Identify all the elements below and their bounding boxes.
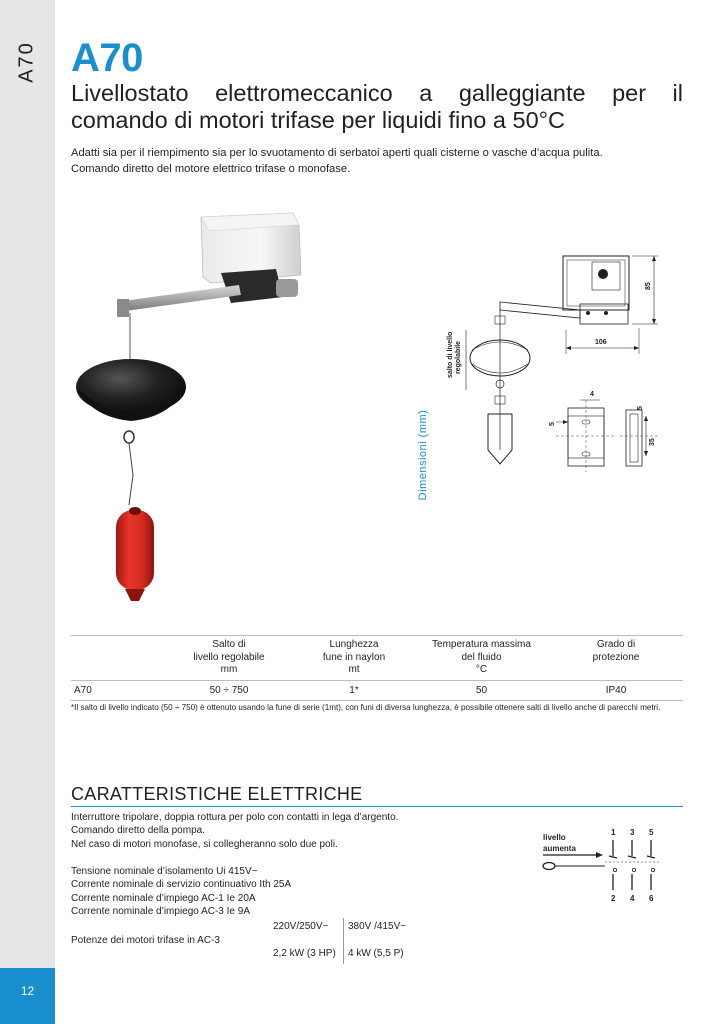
electrical-ratings [71,865,491,918]
dim-106: 106 [595,339,607,346]
product-photo [71,205,321,615]
table-cell: 1* [294,680,414,701]
dim-5-right: 5 [637,406,644,410]
intro-line: Adatti sia per il riempimento sia per lo svuotamento di serbatoi aperti quali cisterne o vasche d’acqua pulita. [71,147,603,159]
intro-text [71,146,691,177]
column-divider [343,918,344,964]
rating-line: Corrente nominale di servizio continuativo Ith 25A [71,879,292,891]
power-value-220: 2,2 kW (3 HP) [273,948,336,959]
section-title: CARATTERISTICHE ELETTRICHE [71,784,683,807]
table-header-row [71,636,683,681]
dimension-drawing [440,250,670,480]
dim-5-left: 5 [549,422,556,426]
terminal-2: 2 [611,894,616,903]
dimensions-label: Dimensioni (mm) [417,409,429,501]
schematic-label-2: aumenta [543,844,576,853]
sidebar [0,0,55,1024]
page-number: 12 [20,984,35,998]
intro-line: Comando diretto del motore elettrico trifase o monofase. [71,162,351,175]
table-header-cell: Grado di protezione [549,636,683,681]
description-line: Nel caso di motori monofase, si collegheranno solo due poli. [71,838,338,850]
spec-table [71,635,683,701]
rating-line: Corrente nominale d’impiego AC-1 Ie 20A [71,892,256,904]
electrical-description [71,811,491,851]
schematic-label-1: livello [543,833,566,842]
table-footnote: *Il salto di livello indicato (50 ÷ 750) è ottenuto usando la fune di serie (1mt), con funi di diversa lunghezza, è possibile ottenere salti di livello anche di parecchi metri. [71,703,661,712]
terminal-4: 4 [630,894,635,903]
terminal-6: 6 [649,894,654,903]
terminal-5: 5 [649,828,654,837]
table-cell: 50 [414,680,549,701]
dim-85: 85 [645,282,652,290]
product-model: A70 [71,36,143,80]
sidebar-product-code: A70 [15,41,38,83]
voltage-220: 220V/250V~ [273,921,329,932]
terminal-1: 1 [611,828,616,837]
table-cell: 50 ÷ 750 [164,680,294,701]
vertical-label-2: regolabile [455,340,462,374]
contact-schematic [535,822,665,912]
rating-line: Corrente nominale d’impiego AC-3 Ie 9A [71,905,250,917]
motor-power-grid [71,918,491,966]
rating-line: Tensione nominale d’isolamento Ui 415V~ [71,866,258,877]
table-header-cell: Lunghezza fune in naylon mt [294,636,414,681]
table-cell: IP40 [549,680,683,701]
description-line: Interruttore tripolare, doppia rottura per polo con contatti in lega d’argento. [71,812,399,823]
table-header-cell: Salto di livello regolabile mm [164,636,294,681]
voltage-380: 380V /415V~ [348,921,407,932]
table-row [71,680,683,701]
table-header-cell [71,636,164,681]
power-label: Potenze dei motori trifase in AC-3 [71,935,220,946]
vertical-label-1: salto di livello [447,331,454,378]
terminal-3: 3 [630,828,635,837]
description-line: Comando diretto della pompa. [71,825,205,837]
product-title: Livellostato elettromeccanico a galleggiante per il comando di motori trifase per liquidi fino a 50°C [71,80,683,133]
table-header-cell: Temperatura massima del fluido °C [414,636,549,681]
dim-4: 4 [590,391,594,398]
dim-35: 35 [649,438,656,446]
table-cell: A70 [71,680,164,701]
power-value-380: 4 kW (5,5 P) [348,948,404,959]
